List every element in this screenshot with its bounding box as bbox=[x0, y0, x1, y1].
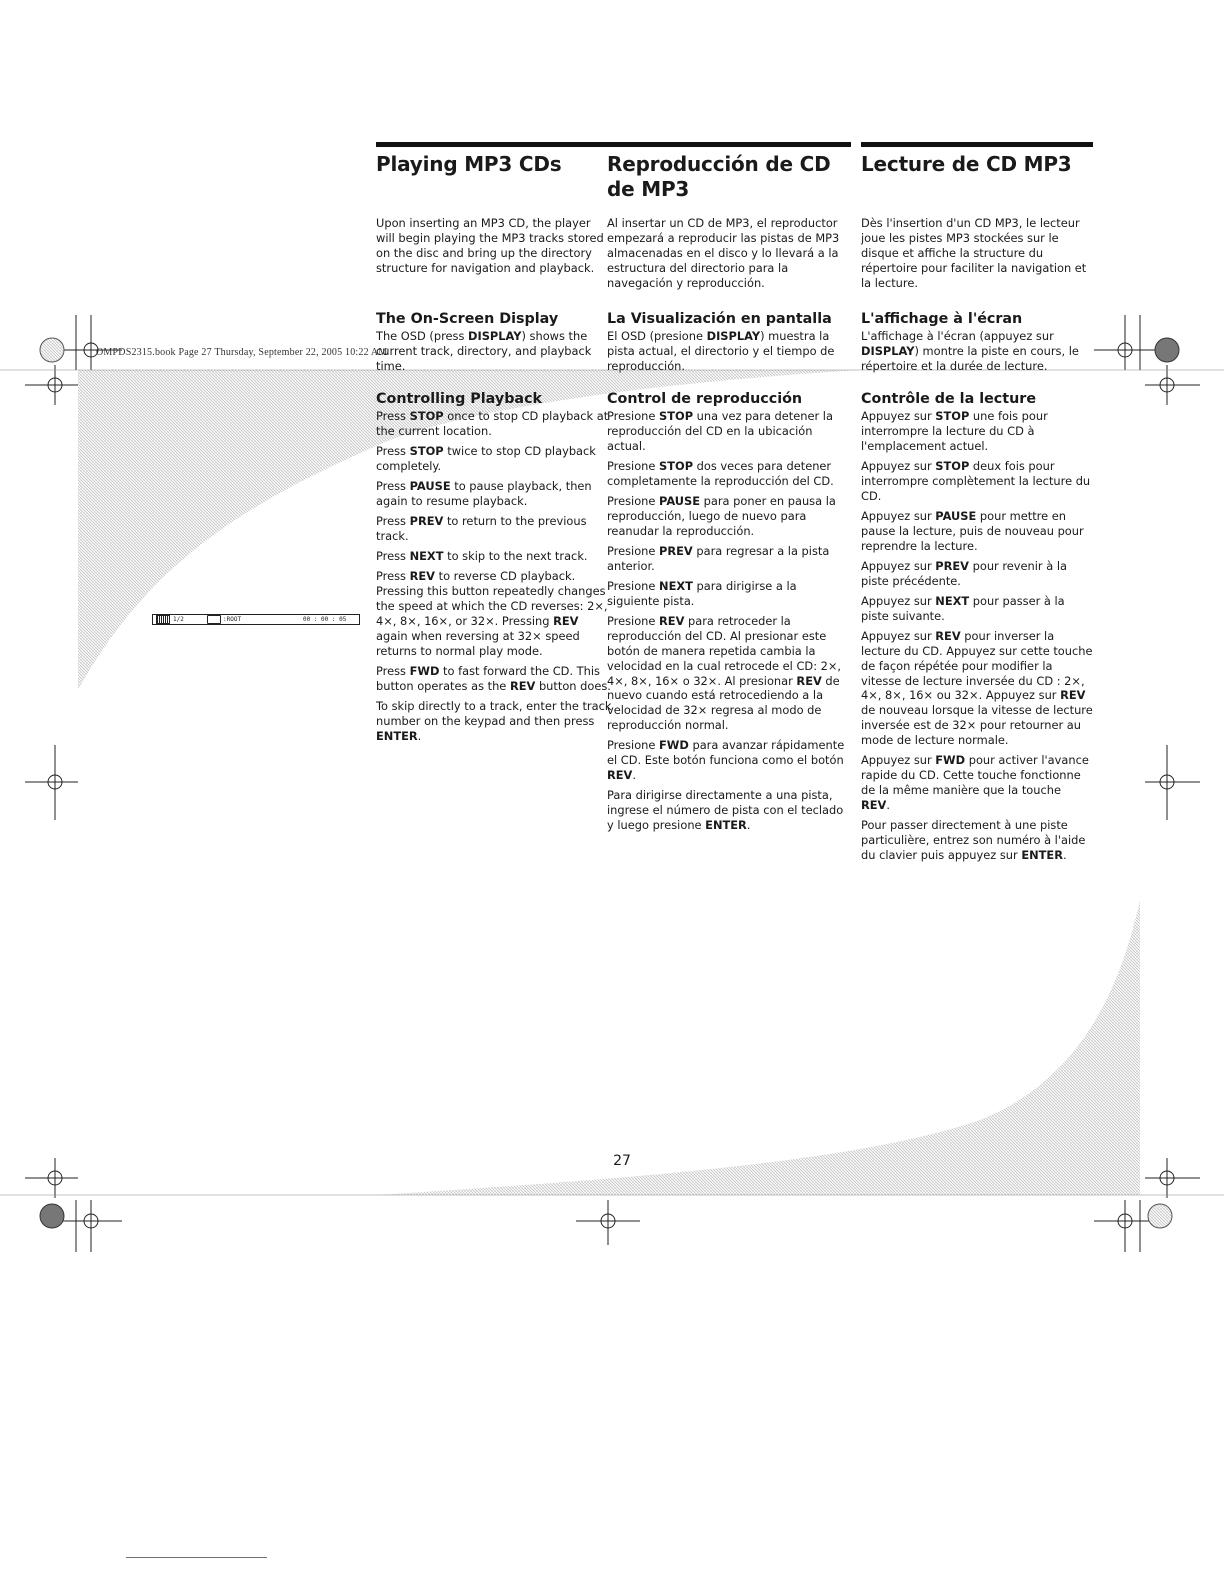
page-number: 27 bbox=[613, 1153, 631, 1169]
control-item: Appuyez sur REV pour inverser la lecture du CD. Appuyez sur cette touche de façon répétée pour modifier la vitesse de lecture inversée du CD : 2×, 4×, 8×, 16× ou 32×. Appuyez sur REV de nouveau lorsque la vitesse de lecture inversée est de 32× pour retourner au mode de lecture normale. bbox=[861, 628, 1093, 748]
control-item: Appuyez sur PAUSE pour mettre en pause la lecture, puis de nouveau pour reprendre la lecture. bbox=[861, 508, 1084, 553]
intro-paragraph: Dès l'insertion d'un CD MP3, le lecteur joue les pistes MP3 stockées sur le disque et affiche la structure du répertoire pour faciliter la navigation et la lecture. bbox=[861, 216, 1087, 290]
crosshair-icon bbox=[60, 1200, 122, 1252]
control-item: Appuyez sur PREV pour revenir à la piste précédente. bbox=[861, 558, 1067, 588]
control-item: Appuyez sur STOP une fois pour interrompre la lecture du CD à l'emplacement actuel. bbox=[861, 409, 1048, 453]
control-item: Para dirigirse directamente a una pista, ingrese el número de pista con el teclado y luego presione ENTER. bbox=[607, 788, 844, 833]
control-item: Presione PAUSE para poner en pausa la reproducción, luego de nuevo para reanudar la reproducción. bbox=[607, 494, 836, 538]
control-item: Appuyez sur NEXT pour passer à la piste suivante. bbox=[861, 593, 1065, 623]
control-item: Presione STOP dos veces para detener completamente la reproducción del CD. bbox=[607, 459, 834, 488]
control-item: Appuyez sur FWD pour activer l'avance rapide du CD. Cette touche fonctionne de la même manière que la touche REV. bbox=[861, 753, 1089, 812]
page-title: Playing MP3 CDs bbox=[376, 152, 562, 176]
crosshair-icon bbox=[1145, 1158, 1200, 1198]
osd-paragraph: El OSD (presione DISPLAY) muestra la pista actual, el directorio y el tiempo de reproducción. bbox=[607, 329, 835, 373]
osd-heading: La Visualización en pantalla bbox=[607, 311, 832, 328]
page-title: Reproducción de CD de MP3 bbox=[607, 152, 831, 201]
crosshair-icon bbox=[1145, 365, 1200, 405]
osd-illustration bbox=[152, 614, 360, 625]
osd-directory: :ROOT bbox=[223, 616, 242, 623]
osd-track: 1/2 bbox=[173, 616, 184, 623]
footer-link-underline bbox=[126, 1557, 267, 1558]
control-item: Presione PREV para regresar a la pista anterior. bbox=[607, 543, 830, 573]
control-items bbox=[376, 409, 612, 743]
intro-paragraph: Al insertar un CD de MP3, el reproductor empezará a reproducir las pistas de MP3 almacenadas en el disco y lo llevará a la estructura del directorio para la navegación y reproducción. bbox=[607, 216, 840, 290]
control-heading: Control de reproducción bbox=[607, 391, 803, 408]
column-rule bbox=[376, 142, 612, 147]
page-title: Lecture de CD MP3 bbox=[861, 152, 1072, 176]
texture-swoosh-bottom bbox=[380, 900, 1140, 1195]
folder-icon bbox=[207, 615, 221, 624]
column-rule bbox=[861, 142, 1093, 147]
control-item: To skip directly to a track, enter the track number on the keypad and then press ENTER. bbox=[376, 698, 612, 743]
control-item: Pour passer directement à une piste particulière, entrez son numéro à l'aide du clavier puis appuyez sur ENTER. bbox=[861, 818, 1086, 862]
column-rule bbox=[607, 142, 851, 147]
column-english bbox=[376, 142, 612, 749]
control-item: Appuyez sur STOP deux fois pour interrompre complètement la lecture du CD. bbox=[861, 459, 1091, 503]
control-heading: Controlling Playback bbox=[376, 391, 543, 408]
control-item: Presione NEXT para dirigirse a la siguiente pista. bbox=[607, 578, 797, 608]
book-header: OMPDS2315.book Page 27 Thursday, September 22, 2005 10:22 AM bbox=[96, 347, 388, 358]
osd-heading: L'affichage à l'écran bbox=[861, 311, 1023, 328]
control-item: Press STOP once to stop CD playback at the current location. bbox=[376, 409, 609, 438]
control-item: Press REV to reverse CD playback. Pressing this button repeatedly changes the speed at which the CD reverses: 2×, 4×, 8×, 16×, or 32×. Pressing REV again when reversing at 32× speed returns to normal play mode. bbox=[376, 569, 608, 658]
crosshair-icon bbox=[25, 1158, 78, 1198]
osd-paragraph: The OSD (press DISPLAY) shows the current track, directory, and playback time. bbox=[376, 329, 592, 373]
control-heading: Contrôle de la lecture bbox=[861, 391, 1037, 408]
crosshair-icon bbox=[1094, 315, 1156, 370]
control-items bbox=[861, 409, 1093, 863]
crosshair-icon bbox=[1094, 1200, 1156, 1252]
control-item: Press STOP twice to stop CD playback completely. bbox=[376, 444, 596, 473]
column-spanish bbox=[607, 142, 851, 838]
control-item: Presione REV para retroceder la reproducción del CD. Al presionar este botón de manera repetida cambia la velocidad en la cual retrocede el CD: 2×, 4×, 8×, 16× o 32×. Al presionar REV de nuevo cuando está retrocediendo a la velocidad de 32× regresa al modo de reproducción normal. bbox=[607, 613, 842, 733]
control-item: Press NEXT to skip to the next track. bbox=[376, 549, 588, 564]
control-item: Presione STOP una vez para detener la reproducción del CD en la ubicación actual. bbox=[607, 409, 833, 453]
osd-time: 00 : 00 : 05 bbox=[303, 616, 347, 623]
osd-paragraph: L'affichage à l'écran (appuyez sur DISPLAY) montre la piste en cours, le répertoire et la durée de lecture. bbox=[861, 329, 1079, 373]
control-item: Press PAUSE to pause playback, then again to resume playback. bbox=[376, 479, 592, 508]
control-item: Press FWD to fast forward the CD. This button operates as the REV button does. bbox=[376, 663, 611, 693]
intro-paragraph: Upon inserting an MP3 CD, the player will begin playing the MP3 tracks stored on the disc and bring up the directory structure for navigation and playback. bbox=[376, 216, 604, 275]
crosshair-icon bbox=[1145, 745, 1200, 820]
column-french bbox=[861, 142, 1093, 868]
disc-icon bbox=[156, 615, 170, 624]
osd-directory-value: ROOT bbox=[226, 616, 242, 623]
control-items bbox=[607, 409, 851, 833]
crosshair-icon bbox=[25, 365, 78, 405]
crosshair-icon bbox=[60, 315, 122, 370]
control-item: Press PREV to return to the previous track. bbox=[376, 514, 587, 543]
crosshair-icon bbox=[576, 1200, 640, 1245]
control-item: Presione FWD para avanzar rápidamente el CD. Este botón funciona como el botón REV. bbox=[607, 738, 845, 783]
osd-heading: The On-Screen Display bbox=[376, 311, 559, 328]
crosshair-icon bbox=[25, 745, 78, 820]
